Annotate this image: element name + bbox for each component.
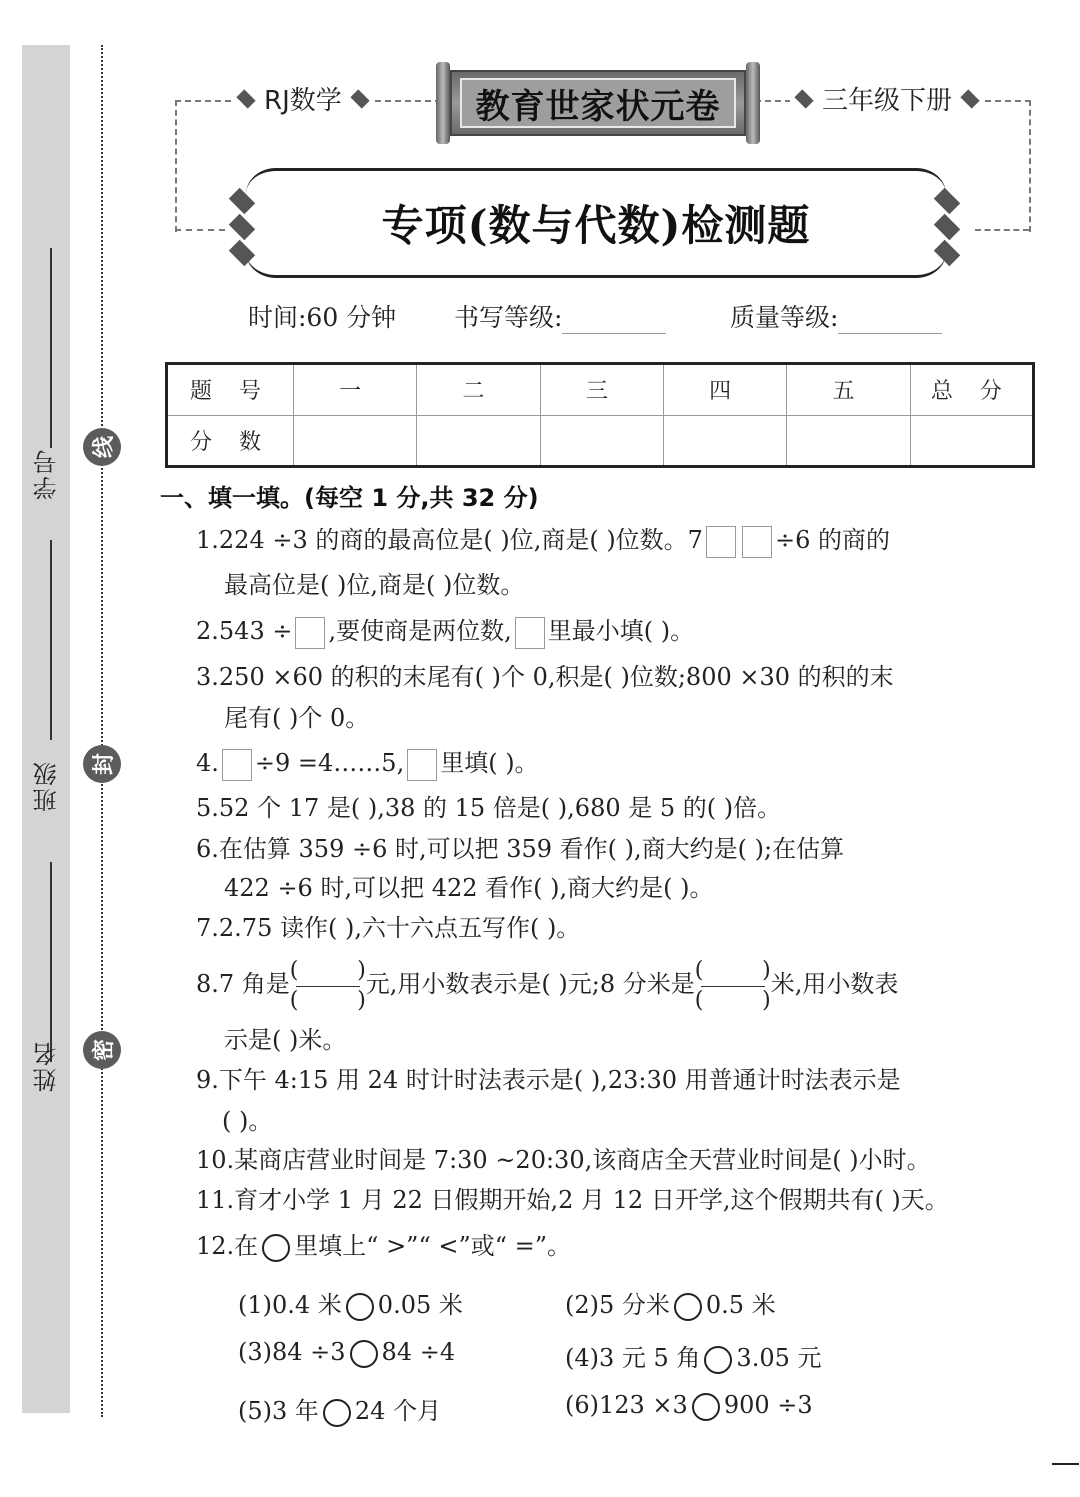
score-cell[interactable] bbox=[787, 415, 910, 467]
digit-box[interactable] bbox=[295, 617, 325, 649]
question-text: 5.52 个 17 是( ),38 的 15 倍是( ),680 是 5 的( )倍。 bbox=[196, 794, 782, 822]
score-cell[interactable] bbox=[910, 415, 1033, 467]
table-header-cell: 五 bbox=[787, 364, 910, 416]
question-1-cont bbox=[224, 570, 524, 600]
question-text: 里最小填( )。 bbox=[547, 617, 695, 645]
quality-grade-label: 质量等级: bbox=[730, 303, 839, 332]
question-text: 1.224 ÷3 的商的最高位是( )位,商是( )位数。7 bbox=[196, 526, 703, 554]
table-row bbox=[167, 415, 1034, 467]
table-header-cell: 三 bbox=[540, 364, 663, 416]
question-text: ÷9 =4……5, bbox=[254, 749, 405, 777]
table-header-row bbox=[167, 364, 1034, 416]
comparison-right: 24 个月 bbox=[354, 1397, 442, 1425]
time-limit bbox=[248, 298, 454, 334]
diamond-icon bbox=[350, 89, 369, 108]
comparison-item bbox=[238, 1391, 441, 1427]
compare-circle-input[interactable] bbox=[674, 1293, 702, 1321]
comparison-item bbox=[238, 1285, 463, 1321]
question-5 bbox=[196, 793, 781, 823]
comparison-item bbox=[238, 1338, 455, 1368]
question-text: 10.某商店营业时间是 7:30 ~20:30,该商店全天营业时间是( )小时。 bbox=[196, 1146, 931, 1174]
question-11 bbox=[196, 1185, 949, 1215]
student-id-field[interactable] bbox=[22, 448, 70, 500]
row-label: 分 数 bbox=[167, 415, 294, 467]
digit-box[interactable] bbox=[706, 526, 736, 558]
comparison-left: (4)3 元 5 角 bbox=[565, 1344, 701, 1372]
name-field[interactable] bbox=[22, 1040, 70, 1092]
seal-seal-icon: 封 bbox=[83, 745, 121, 783]
cut-line bbox=[101, 45, 103, 1417]
student-id-label: 学号 bbox=[32, 448, 61, 500]
name-label: 姓名 bbox=[32, 1040, 61, 1092]
question-text: 3.250 ×60 的积的末尾有( )个 0,积是( )位数;800 ×30 的积的末 bbox=[196, 663, 894, 691]
grade-label: 三年级下册 bbox=[822, 86, 953, 116]
class-label: 班级 bbox=[32, 760, 61, 812]
compare-circle-input[interactable] bbox=[704, 1346, 732, 1374]
question-1 bbox=[196, 525, 890, 558]
subject-label: RJ数学 bbox=[264, 86, 342, 116]
dashed-connector-right bbox=[975, 229, 1029, 231]
scroll-rod-icon bbox=[746, 62, 760, 144]
compare-circle-input[interactable] bbox=[692, 1393, 720, 1421]
comparison-right: 0.05 米 bbox=[377, 1291, 463, 1319]
page-title: 专项(数与代数)检测题 bbox=[381, 201, 811, 250]
comparison-left: (6)123 ×3 bbox=[565, 1391, 688, 1419]
question-6-cont bbox=[224, 873, 713, 903]
question-text: 示是( )米。 bbox=[224, 1026, 347, 1054]
question-text: 尾有( )个 0。 bbox=[224, 704, 370, 732]
seal-line-icon: 线 bbox=[83, 428, 121, 466]
title-diamonds-left bbox=[231, 190, 253, 264]
circle-icon bbox=[262, 1234, 290, 1262]
comparison-item bbox=[565, 1285, 776, 1321]
comparison-left: (5)3 年 bbox=[238, 1397, 319, 1425]
question-text: 最高位是( )位,商是( )位数。 bbox=[224, 571, 525, 599]
diamond-icon bbox=[794, 89, 813, 108]
dashed-connector-left bbox=[175, 229, 225, 231]
question-8-cont bbox=[224, 1025, 346, 1055]
diamond-icon bbox=[934, 188, 960, 214]
comparison-left: (1)0.4 米 bbox=[238, 1291, 342, 1319]
page-edge-mark bbox=[1052, 1463, 1079, 1465]
diamond-icon bbox=[934, 240, 960, 266]
question-2 bbox=[196, 616, 694, 649]
question-12 bbox=[196, 1231, 571, 1262]
comparison-right: 84 ÷4 bbox=[381, 1338, 456, 1366]
quality-grade bbox=[730, 298, 942, 334]
question-text: 6.在估算 359 ÷6 时,可以把 359 看作( ),商大约是( );在估算 bbox=[196, 835, 845, 863]
title-frame bbox=[246, 168, 946, 278]
comparison-item bbox=[565, 1338, 822, 1374]
fraction-blank[interactable]: ( ) ( ) bbox=[289, 957, 366, 1013]
name-line bbox=[50, 862, 52, 1062]
diamond-icon bbox=[236, 89, 255, 108]
table-header-cell: 四 bbox=[663, 364, 786, 416]
compare-circle-input[interactable] bbox=[323, 1399, 351, 1427]
score-cell[interactable] bbox=[294, 415, 417, 467]
question-3-cont bbox=[224, 703, 369, 733]
question-10 bbox=[196, 1145, 931, 1175]
question-text: ,要使商是两位数, bbox=[328, 617, 512, 645]
question-3 bbox=[196, 662, 894, 692]
fraction-blank[interactable]: ( ) ( ) bbox=[694, 957, 771, 1013]
question-text: 11.育才小学 1 月 22 日假期开始,2 月 12 日开学,这个假期共有( )天。 bbox=[196, 1186, 949, 1214]
table-header-cell: 二 bbox=[417, 364, 540, 416]
digit-box[interactable] bbox=[515, 617, 545, 649]
binding-strip bbox=[22, 45, 70, 1413]
score-cell[interactable] bbox=[417, 415, 540, 467]
writing-grade-input[interactable] bbox=[562, 303, 666, 334]
class-line bbox=[50, 540, 52, 740]
comparison-right: 3.05 元 bbox=[736, 1344, 822, 1372]
question-text: 元,用小数表示是( )元;8 分米是 bbox=[365, 970, 695, 998]
writing-grade-label: 书写等级: bbox=[454, 303, 563, 332]
diamond-icon bbox=[229, 214, 255, 240]
writing-grade bbox=[454, 298, 730, 334]
table-header-cell: 一 bbox=[294, 364, 417, 416]
question-text: 2.543 ÷ bbox=[196, 617, 293, 645]
comparison-item bbox=[565, 1391, 813, 1421]
brand-scroll-banner bbox=[432, 62, 764, 144]
brand-name: 教育世家状元卷 bbox=[460, 78, 736, 128]
question-text: 米,用小数表 bbox=[770, 970, 899, 998]
question-text: 422 ÷6 时,可以把 422 看作( ),商大约是( )。 bbox=[224, 874, 714, 902]
score-cell[interactable] bbox=[540, 415, 663, 467]
compare-circle-input[interactable] bbox=[346, 1293, 374, 1321]
grade-tag bbox=[790, 80, 984, 117]
digit-box[interactable] bbox=[407, 749, 437, 781]
subject-tag bbox=[232, 80, 374, 117]
diamond-icon bbox=[960, 89, 979, 108]
seal-secret-icon: 密 bbox=[83, 1031, 121, 1069]
question-text: ( )。 bbox=[222, 1107, 273, 1135]
comparison-right: 0.5 米 bbox=[705, 1291, 776, 1319]
question-7 bbox=[196, 913, 580, 943]
question-text: 12.在 bbox=[196, 1232, 259, 1260]
question-6 bbox=[196, 834, 844, 864]
student-id-line bbox=[50, 248, 52, 448]
title-diamonds-right bbox=[936, 190, 958, 264]
digit-box[interactable] bbox=[742, 526, 772, 558]
diamond-icon bbox=[229, 188, 255, 214]
comparison-left: (2)5 分米 bbox=[565, 1291, 670, 1319]
question-text: 7.2.75 读作( ),六十六点五写作( )。 bbox=[196, 914, 581, 942]
question-text: 里填( )。 bbox=[440, 749, 539, 777]
class-field[interactable] bbox=[22, 760, 70, 812]
exam-info-row bbox=[248, 298, 942, 334]
compare-circle-input[interactable] bbox=[350, 1340, 378, 1368]
score-cell[interactable] bbox=[663, 415, 786, 467]
question-text: ÷6 的商的 bbox=[774, 526, 890, 554]
section-title: 一、填一填。(每空 1 分,共 32 分) bbox=[160, 484, 539, 512]
digit-box[interactable] bbox=[222, 749, 252, 781]
question-9 bbox=[196, 1065, 901, 1095]
question-8 bbox=[196, 955, 898, 1015]
table-header-cell: 总 分 bbox=[910, 364, 1033, 416]
table-header-cell: 题 号 bbox=[167, 364, 294, 416]
question-text: 9.下午 4:15 用 24 时计时法表示是( ),23:30 用普通计时法表示是 bbox=[196, 1066, 901, 1094]
time-limit-text: 时间:60 分钟 bbox=[248, 303, 397, 332]
question-text: 4. bbox=[196, 749, 219, 777]
score-table bbox=[165, 362, 1035, 468]
scroll-rod-icon bbox=[436, 62, 450, 144]
question-9-cont bbox=[222, 1106, 272, 1136]
diamond-icon bbox=[934, 214, 960, 240]
comparison-right: 900 ÷3 bbox=[723, 1391, 813, 1419]
comparison-left: (3)84 ÷3 bbox=[238, 1338, 346, 1366]
question-text: 里填上“ >”“ <”或“ =”。 bbox=[294, 1232, 572, 1260]
question-text: 8.7 角是 bbox=[196, 970, 290, 998]
quality-grade-input[interactable] bbox=[838, 303, 942, 334]
question-4 bbox=[196, 748, 539, 781]
diamond-icon bbox=[229, 240, 255, 266]
